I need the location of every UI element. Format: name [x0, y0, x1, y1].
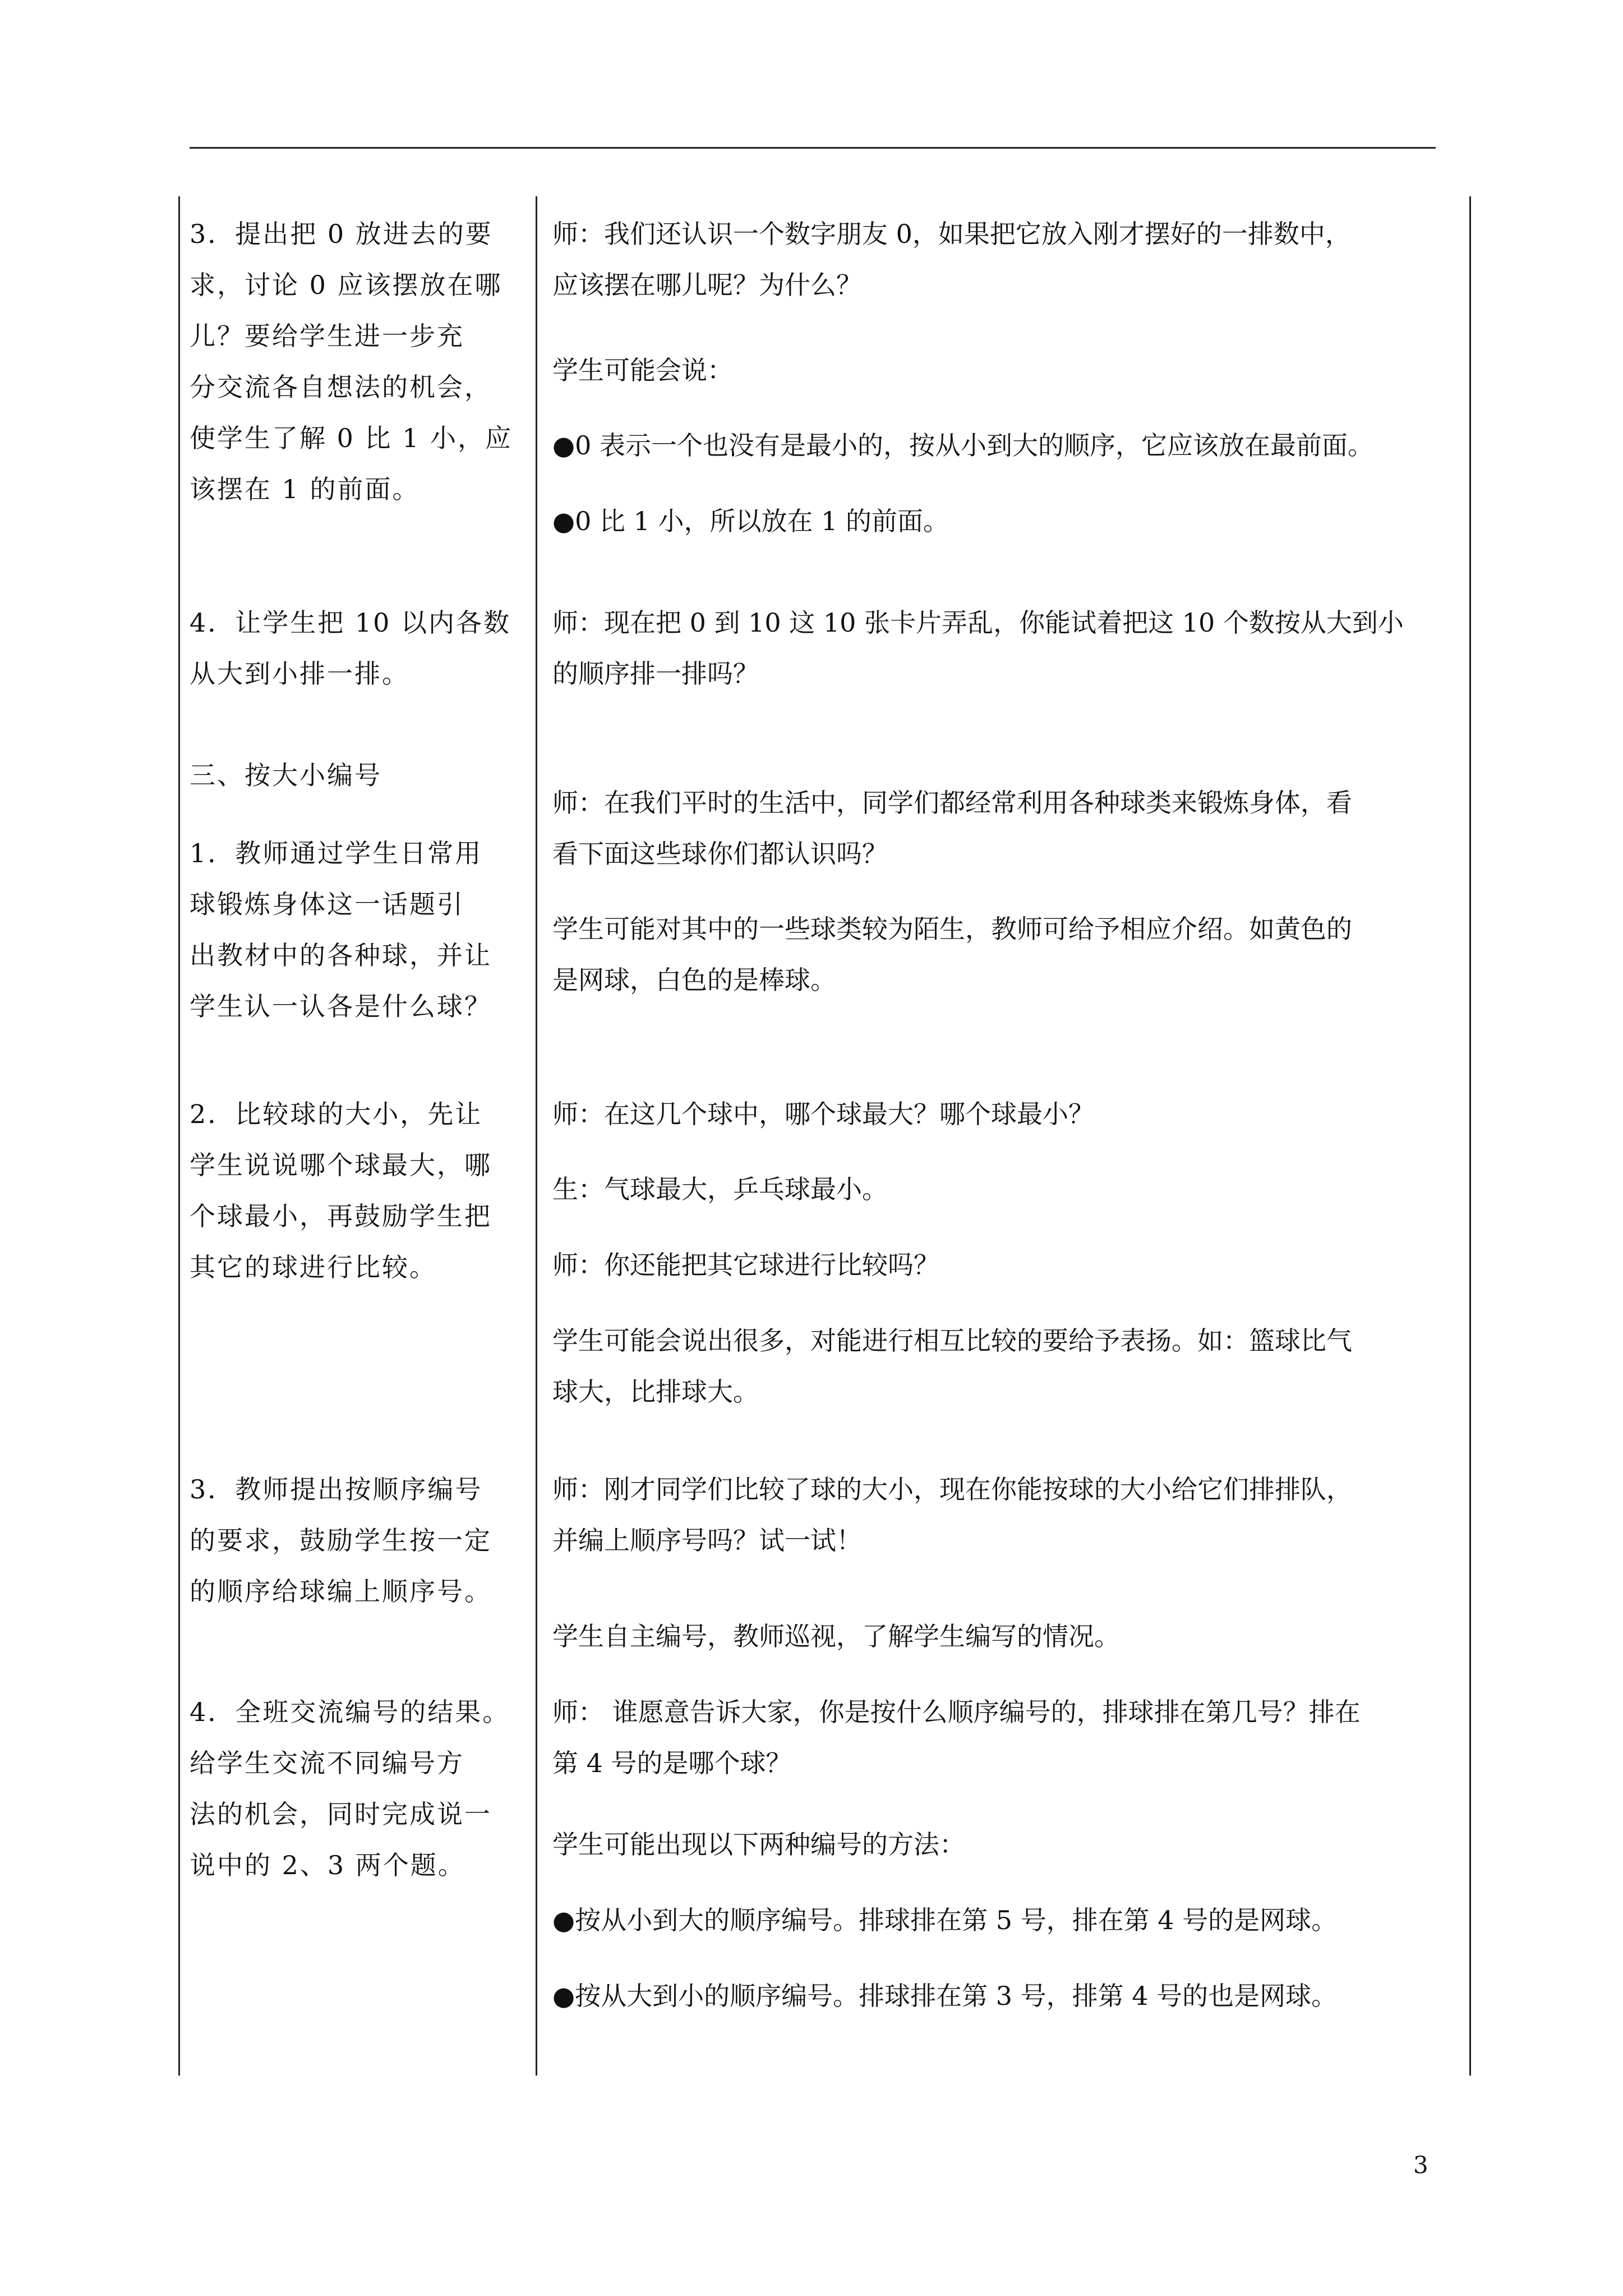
dialogue-line: 学生可能对其中的一些球类较为陌生，教师可给予相应介绍。如黄色的 [552, 914, 1352, 944]
dialogue-line: 师：刚才同学们比较了球的大小，现在你能按球的大小给它们排排队， [552, 1474, 1352, 1504]
dialogue-line: ●0 比 1 小，所以放在 1 的前面。 [552, 506, 949, 536]
header-rule [190, 147, 1436, 149]
step-line: 学生认一认各是什么球？ [190, 991, 492, 1022]
step-line: 3．教师提出按顺序编号 [190, 1474, 483, 1504]
dialogue-block [552, 345, 733, 396]
step-line: 学生说说哪个球最大，哪 [190, 1150, 492, 1180]
dialogue-block [552, 209, 1351, 311]
dialogue-bullet [552, 496, 949, 547]
dialogue-block [552, 777, 1352, 880]
dialogue-block [552, 1611, 1120, 1662]
step-line: 儿？要给学生进一步充 [190, 321, 464, 351]
dialogue-line: 并编上顺序号吗？试一试！ [552, 1525, 862, 1556]
dialogue-line: 师：我们还认识一个数字朋友 0，如果把它放入刚才摆好的一排数中， [552, 219, 1351, 249]
step-line: 球锻炼身体这一话题引 [190, 889, 464, 919]
step-line: 的要求，鼓励学生按一定 [190, 1525, 492, 1556]
dialogue-line: 学生可能会说： [552, 355, 733, 385]
dialogue-bullet [552, 420, 1373, 471]
dialogue-line: 师：在这几个球中，哪个球最大？哪个球最小？ [552, 1099, 1094, 1129]
step-block [190, 828, 492, 1032]
dialogue-line: ●按从大到小的顺序编号。排球排在第 3 号，排第 4 号的也是网球。 [552, 1981, 1338, 2011]
section-heading [190, 750, 382, 801]
dialogue-line: 学生可能出现以下两种编号的方法： [552, 1829, 965, 1860]
step-block [190, 1089, 492, 1293]
dialogue-line: 师：现在把 0 到 10 这 10 张卡片弄乱，你能试着把这 10 个数按从大到小 [552, 608, 1404, 638]
dialogue-bullet [552, 1895, 1337, 1946]
dialogue-bullet [552, 1971, 1337, 2022]
dialogue-block [552, 1315, 1352, 1418]
dialogue-block [552, 1464, 1352, 1566]
step-line: 3．提出把 0 放进去的要 [190, 219, 493, 249]
step-line: 法的机会，同时完成说一 [190, 1799, 492, 1829]
step-line: 使学生了解 0 比 1 小，应 [190, 423, 513, 453]
dialogue-line: 学生可能会说出很多，对能进行相互比较的要给予表扬。如：篮球比气 [552, 1326, 1352, 1356]
dialogue-line: 第 4 号的是哪个球？ [552, 1748, 792, 1778]
step-line: 的顺序给球编上顺序号。 [190, 1576, 492, 1607]
dialogue-block [552, 1687, 1361, 1789]
dialogue-line: 应该摆在哪儿呢？为什么？ [552, 270, 862, 300]
step-block [190, 597, 511, 700]
dialogue-line: ●按从小到大的顺序编号。排球排在第 5 号，排在第 4 号的是网球。 [552, 1905, 1338, 1935]
step-line: 4．让学生把 10 以内各数 [190, 608, 511, 638]
dialogue-block [552, 1819, 965, 1870]
step-line: 个球最小，再鼓励学生把 [190, 1201, 492, 1231]
dialogue-block [552, 1240, 939, 1291]
dialogue-line: 师：在我们平时的生活中，同学们都经常利用各种球类来锻炼身体，看 [552, 788, 1352, 818]
dialogue-block [552, 904, 1352, 1006]
step-line: 该摆在 1 的前面。 [190, 474, 420, 504]
dialogue-line: 是网球，白色的是棒球。 [552, 965, 836, 995]
step-line: 1．教师通过学生日常用 [190, 838, 483, 868]
dialogue-line: 师：你还能把其它球进行比较吗？ [552, 1250, 939, 1280]
dialogue-line: 球大，比排球大。 [552, 1377, 759, 1407]
step-line: 说中的 2、3 两个题。 [190, 1850, 465, 1880]
step-line: 2．比较球的大小，先让 [190, 1099, 483, 1129]
section-heading-text: 三、按大小编号 [190, 760, 382, 790]
table-border-left [178, 196, 180, 2076]
step-line: 求，讨论 0 应该摆放在哪 [190, 270, 502, 300]
dialogue-line: 看下面这些球你们都认识吗？ [552, 839, 888, 869]
table-border-right [1469, 196, 1471, 2076]
page-number: 3 [1413, 2151, 1428, 2179]
step-block [190, 1464, 492, 1617]
dialogue-block [552, 1089, 1094, 1140]
dialogue-line: 学生自主编号，教师巡视，了解学生编写的情况。 [552, 1621, 1120, 1651]
dialogue-line: 师： 谁愿意告诉大家，你是按什么顺序编号的，排球排在第几号？排在 [552, 1697, 1361, 1727]
step-block [190, 1687, 510, 1891]
step-line: 从大到小排一排。 [190, 659, 409, 689]
step-line: 出教材中的各种球，并让 [190, 940, 492, 970]
step-line: 其它的球进行比较。 [190, 1252, 437, 1282]
step-line: 4．全班交流编号的结果。 [190, 1697, 510, 1727]
step-line: 给学生交流不同编号方 [190, 1748, 464, 1778]
step-line: 分交流各自想法的机会， [190, 372, 492, 402]
table-border-middle [536, 196, 537, 2076]
dialogue-block [552, 1164, 888, 1215]
dialogue-line: 的顺序排一排吗？ [552, 659, 759, 689]
dialogue-block [552, 597, 1404, 700]
step-block [190, 209, 513, 515]
dialogue-line: ●0 表示一个也没有是最小的，按从小到大的顺序，它应该放在最前面。 [552, 430, 1374, 461]
dialogue-line: 生：气球最大，乒乓球最小。 [552, 1174, 888, 1204]
